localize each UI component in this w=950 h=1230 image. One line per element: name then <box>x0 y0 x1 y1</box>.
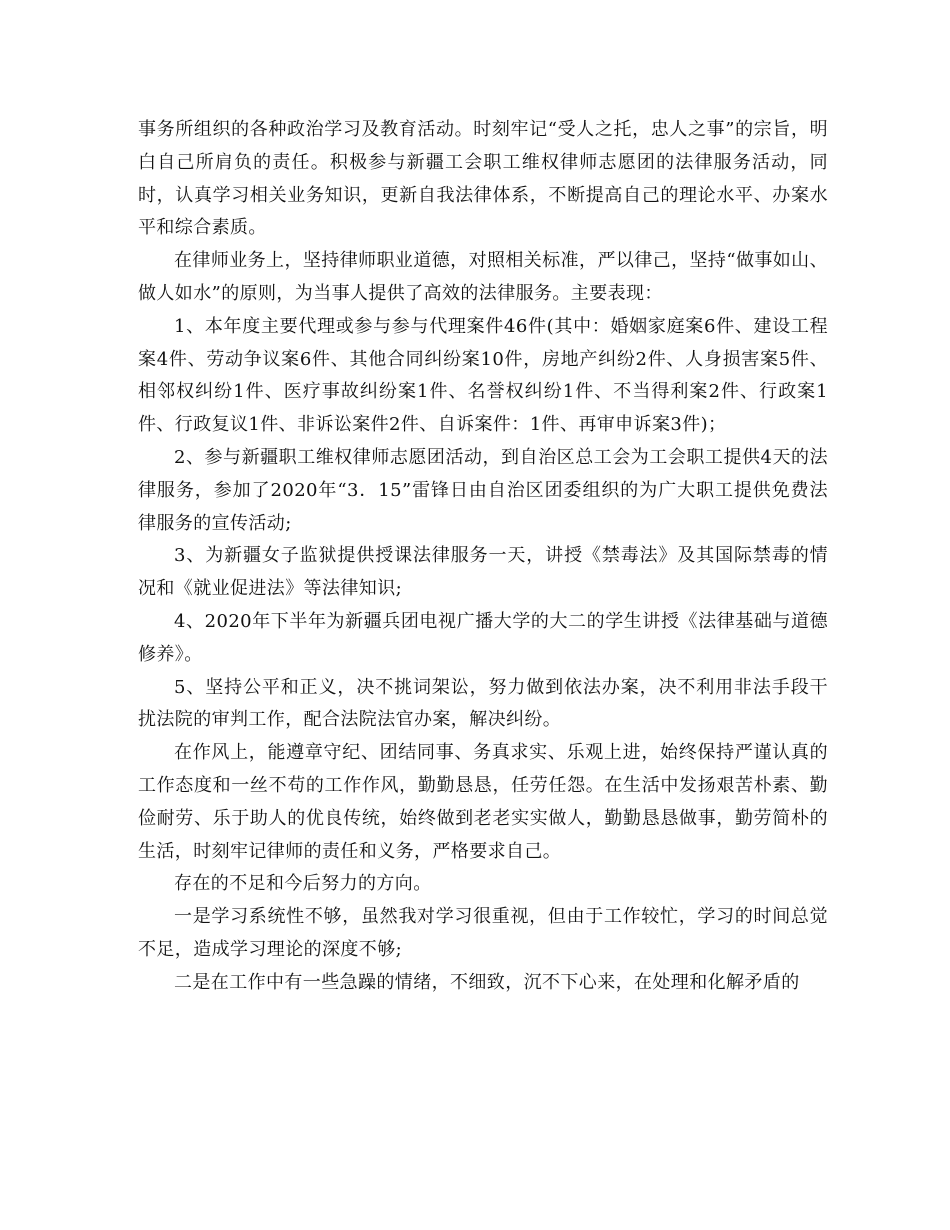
paragraph-9: 存在的不足和今后努力的方向。 <box>174 873 432 895</box>
paragraph-11: 二是在工作中有一些急躁的情绪，不细致，沉不下心来，在处理和化解矛盾的 <box>174 971 800 993</box>
paragraph-3: 1、本年度主要代理或参与参与代理案件46件(其中：婚姻家庭案6件、建设工程案4件、劳动争议案6件、其他合同纠纷案10件，房地产纠纷2件、人身损害案5件、相邻权纠纷1件、医疗事故纠纷案1件、名誉权纠纷1件、不当得利案2件、行政案1件、行政复议1件、非诉讼案件2件、自诉案件：1件、再审申诉案3件)； <box>138 315 828 436</box>
paragraph-8: 在作风上，能遵章守纪、团结同事、务真求实、乐观上进，始终保持严谨认真的工作态度和一丝不苟的工作作风，勤勤恳恳，任劳任怨。在生活中发扬艰苦朴素、勤俭耐劳、乐于助人的优良传统，始终做到老老实实做人，勤勤恳恳做事，勤劳简朴的生活，时刻牢记律师的责任和义务，严格要求自己。 <box>138 742 828 862</box>
document-body <box>138 114 828 1000</box>
paragraph-1: 事务所组织的各种政治学习及教育活动。时刻牢记“受人之托，忠人之事”的宗旨，明白自己所肩负的责任。积极参与新疆工会职工维权律师志愿团的法律服务活动，同时，认真学习相关业务知识，更新自我法律体系，不断提高自己的理论水平、办案水平和综合素质。 <box>138 119 828 239</box>
paragraph-2: 在律师业务上，坚持律师职业道德，对照相关标准，严以律己，坚持“做事如山、做人如水”的原则，为当事人提供了高效的法律服务。主要表现： <box>138 250 828 304</box>
paragraph-4: 2、参与新疆职工维权律师志愿团活动，到自治区总工会为工会职工提供4天的法律服务，参加了2020年“3．15”雷锋日由自治区团委组织的为广大职工提供免费法律服务的宣传活动; <box>138 446 828 534</box>
paragraph-7: 5、坚持公平和正义，决不挑词架讼，努力做到依法办案，决不利用非法手段干扰法院的审判工作，配合法院法官办案，解决纠纷。 <box>138 676 828 731</box>
paragraph-6: 4、2020年下半年为新疆兵团电视广播大学的大二的学生讲授《法律基础与道德修养》。 <box>138 610 828 665</box>
paragraph-5: 3、为新疆女子监狱提供授课法律服务一天，讲授《禁毒法》及其国际禁毒的情况和《就业促进法》等法律知识; <box>138 545 828 600</box>
paragraph-10: 一是学习系统性不够，虽然我对学习很重视，但由于工作较忙，学习的时间总觉不足，造成学习理论的深度不够; <box>138 906 828 960</box>
